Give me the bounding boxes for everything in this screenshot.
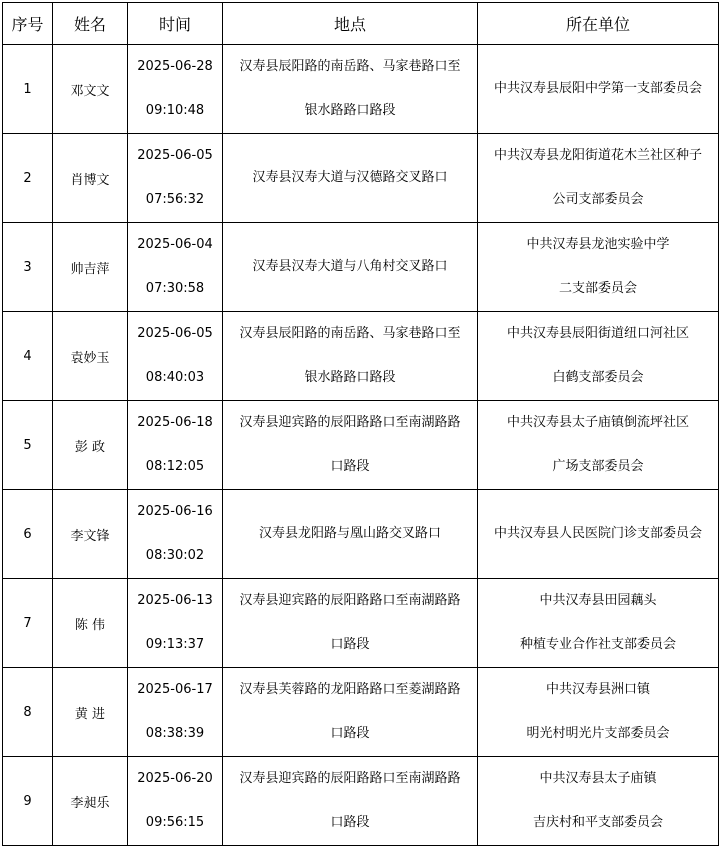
cell-location-line: 汉寿县迎宾路的辰阳路路口至南湖路路 [239, 593, 461, 608]
cell-name [53, 579, 128, 668]
cell-name-text: 李文锋 [70, 528, 110, 544]
cell-unit-lines [478, 223, 718, 311]
cell-location-line: 汉寿县辰阳路的南岳路、马家巷路口至 [239, 326, 461, 341]
cell-time [128, 312, 223, 401]
cell-unit-line: 白鹤支部委员会 [552, 370, 644, 385]
header-unit: 所在单位 [478, 3, 719, 45]
time-clock: 09:13:37 [145, 637, 205, 652]
cell-unit [478, 134, 719, 223]
cell-name-text: 邓文文 [70, 83, 110, 99]
cell-location [223, 490, 478, 579]
table-body [3, 45, 719, 846]
cell-unit-lines [478, 668, 718, 756]
cell-location-lines [223, 401, 477, 489]
header-index: 序号 [3, 3, 53, 45]
cell-index [3, 223, 53, 312]
time-date: 2025-06-05 [137, 326, 213, 341]
time-stack [128, 312, 222, 400]
header-time: 时间 [128, 3, 223, 45]
time-stack [128, 668, 222, 756]
time-stack [128, 223, 222, 311]
table-row [3, 45, 719, 134]
header-name: 姓名 [53, 3, 128, 45]
time-clock: 08:40:03 [145, 370, 205, 385]
cell-location-line: 口路段 [330, 726, 370, 741]
cell-unit-line: 中共汉寿县龙阳街道花木兰社区种子 [493, 148, 702, 163]
cell-unit [478, 45, 719, 134]
cell-unit [478, 223, 719, 312]
cell-unit-line: 二支部委员会 [558, 281, 637, 296]
cell-location [223, 312, 478, 401]
table-row [3, 579, 719, 668]
cell-name-text: 肖博文 [70, 172, 110, 188]
cell-unit-line: 公司支部委员会 [552, 192, 644, 207]
header-row [3, 3, 719, 45]
cell-location-line: 汉寿县迎宾路的辰阳路路口至南湖路路 [239, 771, 461, 786]
cell-location-line: 汉寿县迎宾路的辰阳路路口至南湖路路 [239, 415, 461, 430]
cell-location-line: 汉寿县辰阳路的南岳路、马家巷路口至 [239, 59, 461, 74]
cell-unit-lines [478, 401, 718, 489]
cell-index [3, 45, 53, 134]
cell-location [223, 401, 478, 490]
time-date: 2025-06-16 [137, 504, 213, 519]
cell-unit-line: 吉庆村和平支部委员会 [532, 815, 663, 830]
cell-location [223, 757, 478, 846]
cell-time [128, 579, 223, 668]
time-stack [128, 401, 222, 489]
time-clock: 08:12:05 [145, 459, 205, 474]
cell-unit [478, 401, 719, 490]
table-row [3, 668, 719, 757]
time-date: 2025-06-18 [137, 415, 213, 430]
cell-name [53, 401, 128, 490]
cell-location [223, 45, 478, 134]
cell-location-lines [223, 757, 477, 845]
time-stack [128, 45, 222, 133]
cell-location-line: 汉寿县汉寿大道与汉德路交叉路口 [252, 170, 448, 185]
cell-name-text: 袁妙玉 [70, 350, 110, 366]
cell-location-line: 银水路路口路段 [304, 370, 396, 385]
cell-index-text: 6 [23, 526, 32, 542]
cell-index-text: 8 [23, 704, 32, 720]
cell-location-line: 银水路路口路段 [304, 103, 396, 118]
cell-time [128, 490, 223, 579]
cell-index-text: 3 [23, 259, 32, 275]
cell-location-line: 口路段 [330, 459, 370, 474]
cell-name [53, 312, 128, 401]
table-row [3, 312, 719, 401]
cell-time [128, 223, 223, 312]
time-clock: 08:30:02 [145, 548, 205, 563]
cell-unit [478, 757, 719, 846]
cell-index [3, 401, 53, 490]
cell-unit-lines [478, 134, 718, 222]
cell-unit-line: 中共汉寿县龙池实验中学 [526, 237, 670, 252]
cell-name [53, 223, 128, 312]
cell-unit [478, 668, 719, 757]
cell-location-lines [223, 245, 477, 289]
cell-unit-line: 种植专业合作社支部委员会 [519, 637, 676, 652]
cell-name [53, 490, 128, 579]
cell-location-lines [223, 579, 477, 667]
cell-index-text: 5 [23, 437, 32, 453]
header-location: 地点 [223, 3, 478, 45]
cell-time [128, 134, 223, 223]
cell-location-lines [223, 512, 477, 556]
cell-location-line: 汉寿县龙阳路与凰山路交叉路口 [258, 526, 441, 541]
cell-unit [478, 579, 719, 668]
time-date: 2025-06-20 [137, 771, 213, 786]
cell-unit-line: 中共汉寿县辰阳中学第一支部委员会 [493, 81, 702, 96]
cell-index [3, 312, 53, 401]
cell-unit [478, 490, 719, 579]
time-stack [128, 579, 222, 667]
time-clock: 09:10:48 [145, 103, 205, 118]
cell-index [3, 134, 53, 223]
cell-time [128, 401, 223, 490]
cell-unit-line: 明光村明光片支部委员会 [526, 726, 670, 741]
cell-location [223, 579, 478, 668]
cell-unit-line: 中共汉寿县太子庙镇 [539, 771, 657, 786]
cell-location-line: 汉寿县芙蓉路的龙阳路路口至菱湖路路 [239, 682, 461, 697]
cell-index-text: 1 [23, 81, 32, 97]
cell-index [3, 579, 53, 668]
cell-unit [478, 312, 719, 401]
cell-index-text: 2 [23, 170, 32, 186]
cell-unit-line: 中共汉寿县洲口镇 [545, 682, 650, 697]
table-row [3, 490, 719, 579]
time-date: 2025-06-28 [137, 59, 213, 74]
time-date: 2025-06-05 [137, 148, 213, 163]
time-clock: 07:30:58 [145, 281, 205, 296]
cell-name-text: 黄 进 [74, 706, 106, 722]
cell-unit-lines [478, 67, 718, 111]
table-row [3, 223, 719, 312]
cell-index-text: 7 [23, 615, 32, 631]
cell-unit-lines [478, 312, 718, 400]
records-table-wrapper [2, 2, 719, 846]
cell-time [128, 757, 223, 846]
cell-unit-lines [478, 512, 718, 556]
time-stack [128, 490, 222, 578]
cell-location-line: 口路段 [330, 815, 370, 830]
table-row [3, 134, 719, 223]
cell-name [53, 134, 128, 223]
cell-location [223, 223, 478, 312]
table-row [3, 401, 719, 490]
cell-unit-lines [478, 757, 718, 845]
cell-index-text: 4 [23, 348, 32, 364]
cell-name-text: 彭 政 [74, 439, 106, 455]
cell-index [3, 668, 53, 757]
time-clock: 07:56:32 [145, 192, 205, 207]
time-date: 2025-06-17 [137, 682, 213, 697]
cell-name [53, 757, 128, 846]
cell-location-lines [223, 156, 477, 200]
cell-name-text: 陈 伟 [74, 617, 106, 633]
cell-location [223, 668, 478, 757]
table-row [3, 757, 719, 846]
time-date: 2025-06-13 [137, 593, 213, 608]
time-date: 2025-06-04 [137, 237, 213, 252]
cell-name [53, 668, 128, 757]
time-clock: 09:56:15 [145, 815, 205, 830]
time-stack [128, 757, 222, 845]
cell-unit-line: 中共汉寿县人民医院门诊支部委员会 [493, 526, 702, 541]
cell-time [128, 668, 223, 757]
cell-location-line: 口路段 [330, 637, 370, 652]
cell-unit-line: 中共汉寿县田园藕头 [539, 593, 657, 608]
cell-location-lines [223, 668, 477, 756]
cell-name-text: 李昶乐 [70, 795, 110, 811]
cell-unit-line: 广场支部委员会 [552, 459, 644, 474]
cell-index [3, 757, 53, 846]
cell-time [128, 45, 223, 134]
cell-unit-line: 中共汉寿县辰阳街道纽口河社区 [506, 326, 689, 341]
records-table [2, 2, 719, 846]
cell-name-text: 帅吉萍 [70, 261, 110, 277]
cell-location-lines [223, 312, 477, 400]
cell-location-line: 汉寿县汉寿大道与八角村交叉路口 [252, 259, 448, 274]
cell-location-lines [223, 45, 477, 133]
cell-unit-lines [478, 579, 718, 667]
cell-index [3, 490, 53, 579]
cell-index-text: 9 [23, 793, 32, 809]
cell-unit-line: 中共汉寿县太子庙镇倒流坪社区 [506, 415, 689, 430]
cell-name [53, 45, 128, 134]
time-clock: 08:38:39 [145, 726, 205, 741]
cell-location [223, 134, 478, 223]
time-stack [128, 134, 222, 222]
